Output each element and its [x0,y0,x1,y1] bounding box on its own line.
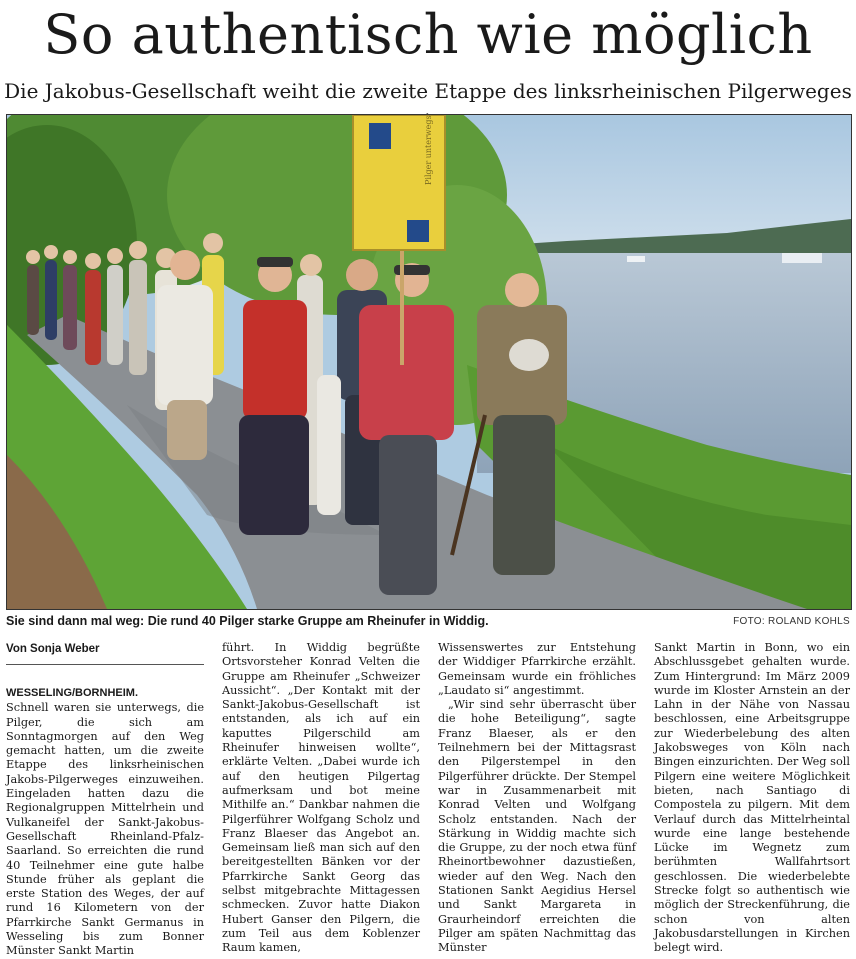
article-column-2 [222,641,420,956]
banner-text: Pilger unterwegs [424,115,433,185]
paragraph: führt. In Widdig begrüßte Ortsvorsteher Konrad Velten die Gruppe am Rheinufer „Schweizer Aussicht“. „Der Kontakt mit der Sankt-Jakobus-Gesellschaft ist entstanden, als ich auf ein kaputtes Pilgerschild am Rheinufer hinweisen wollte“, erklärte Velten. „Dabei wurde ich auf den heutigen Pilgertag aufmerksam und bot meine Mithilfe an.“ Dankbar nahmen die Pilgerführer Wolfgang Scholz und Franz Blaeser das Angebot an. Gemeinsam ließ man sich auf den bereitgestellten Bänken vor der Pfarrkirche Sankt Georg das selbst mitgebrachte Mittagessen schmecken. Zuvor hatte Diakon Hubert Ganser den Pilgern, die zum Teil aus dem Koblenzer Raum kamen, [222,641,420,955]
paragraph: Sankt Martin in Bonn, wo ein Abschlussgebet gehalten wurde. Zum Hintergrund: Im März 2009 wurde im Kloster Arnstein an der Lahn in der Nähe von Nassau beschlossen, eine Arbeitsgruppe zur Wiederbelebung des alten Jakobsweges von Köln nach Bingen einzurichten. Der Weg soll Pilgern eine weitere Möglichkeit bieten, nach Santiago di Compostela zu pilgern. Mit dem Verlauf durch das Mittelrheintal wurde eine lange bestehende Lücke im Wegnetz zum berühmten Wallfahrtsort geschlossen. Die wiederbelebte Strecke folgt so authentisch wie möglich der Streckenführung, die schon von alten Jakobusdarstellungen in Kirchen belegt wird. [654,641,850,955]
pilgrims-photo-illustration [7,115,851,609]
article-column-4 [654,641,850,956]
photo-credit: FOTO: ROLAND KOHLS [733,616,850,627]
byline: Von Sonja Weber [6,643,100,655]
article-column-3 [438,641,636,956]
byline-divider [6,664,204,665]
paragraph: Wissenswertes zur Entstehung der Widdiger Pfarrkirche erzählt. Gemeinsam wurde ein fröhliches „Laudato si“ angestimmt. [438,641,636,697]
subheadline: Die Jakobus-Gesellschaft weiht die zweite Etappe des linksrheinischen Pilgerweges [4,79,852,103]
paragraph: Schnell waren sie unterwegs, die Pilger, die sich am Sonntagmorgen auf den Weg gemacht hatten, um die zweite Etappe des linksrheinischen Jakobs-Pilgerweges einzuweihen. Eingeladen hatten dazu die Regionalgruppen Mittelrhein und Vulkaneifel der Sankt-Jakobus-Gesellschaft Rheinland-Pfalz-Saarland. So erreichten die rund 40 Teilnehmer eine gute halbe Stunde früher als geplant die erste Station des Weges, der auf rund 16 Kilometern von der Pfarrkirche Sankt Germanus in Wesseling bis zum Bonner Münster Sankt Martin [6,701,204,958]
article-column-1 [6,686,204,959]
photo-caption: Sie sind dann mal weg: Die rund 40 Pilger starke Gruppe am Rheinufer in Widdig. [6,614,489,628]
dateline: WESSELING/BORNHEIM. [6,687,139,699]
article-photo [6,114,852,610]
paragraph: „Wir sind sehr überrascht über die hohe Beteiligung“, sagte Franz Blaeser, als er den Teilnehmern bei der Mittagsrast den Pilgerstempel in den Pilgerführer drückte. Der Stempel war in Zusammenarbeit mit Konrad Velten und Wolfgang Scholz entstanden. Nach der Stärkung in Widdig machte sich die Gruppe, zu der noch etwa fünf Rheinortbewohner dazustießen, wieder auf den Weg. Nach den Stationen Sankt Aegidius Hersel und Sankt Margareta in Graurheindorf erreichten die Pilger am späten Nachmittag das Münster [438,698,636,955]
headline: So authentisch wie möglich [43,3,813,66]
